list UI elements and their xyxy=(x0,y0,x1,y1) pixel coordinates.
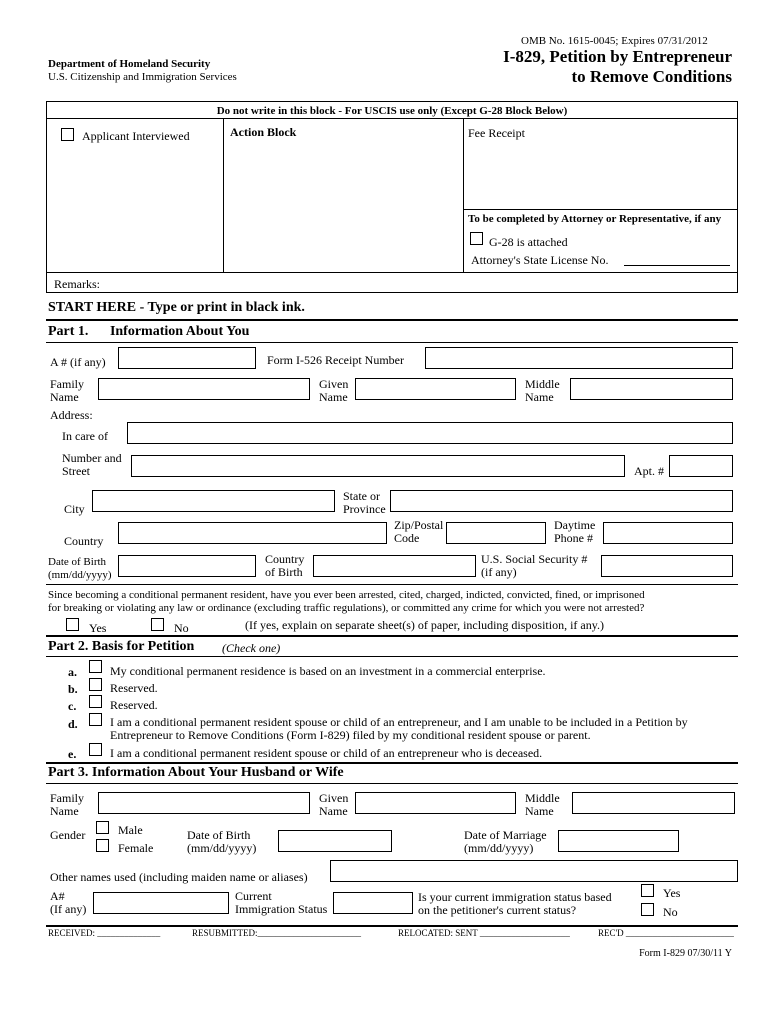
part1-title xyxy=(48,324,249,340)
spouse-given-name-label: Given xyxy=(319,791,349,805)
in-care-of-label: In care of xyxy=(62,429,108,443)
crime-yes-checkbox[interactable] xyxy=(66,618,79,631)
spouse-dob-label-2: (mm/dd/yyyy) xyxy=(187,841,257,855)
cob-label-2: of Birth xyxy=(265,565,303,579)
g28-checkbox[interactable] xyxy=(470,232,483,245)
cob-field[interactable] xyxy=(313,555,476,577)
ssn-field[interactable] xyxy=(601,555,733,577)
status-based-no-checkbox[interactable] xyxy=(641,903,654,916)
middle-name-field[interactable] xyxy=(570,378,733,400)
option-a-checkbox[interactable] xyxy=(89,660,102,673)
phone-field[interactable] xyxy=(603,522,733,544)
option-d-text-2: Entrepreneur to Remove Conditions (Form I-829) filed by my conditional resident spouse or parent. xyxy=(110,728,591,742)
omb-number: OMB No. 1615-0045; Expires 07/31/2012 xyxy=(521,35,708,47)
female-checkbox[interactable] xyxy=(96,839,109,852)
status-based-yes-checkbox[interactable] xyxy=(641,884,654,897)
option-a-text: My conditional permanent residence is based on an investment in a commercial enterprise. xyxy=(110,664,546,678)
crime-explain-note: (If yes, explain on separate sheet(s) of paper, including disposition, if any.) xyxy=(245,618,604,632)
given-name-field[interactable] xyxy=(355,378,516,400)
action-block-label: Action Block xyxy=(230,125,297,139)
ssn-label: U.S. Social Security # xyxy=(481,552,588,566)
male-label: Male xyxy=(118,823,143,837)
cob-label: Country xyxy=(265,552,305,566)
number-street-label: Number and xyxy=(62,451,122,465)
resubmitted-line: RESUBMITTED:_______________________ xyxy=(192,928,362,938)
spouse-a-number-label: A# xyxy=(50,889,65,903)
option-d-text: I am a conditional permanent resident spouse or child of an entrepreneur, and I am unable to be included in a Petition by xyxy=(110,715,688,729)
department-name: Department of Homeland Security xyxy=(48,58,211,70)
option-a-letter: a. xyxy=(68,665,77,679)
status-based-question: Is your current immigration status based xyxy=(418,890,612,904)
form-title-line1: I-829, Petition by Entrepreneur xyxy=(503,47,732,66)
dob-field[interactable] xyxy=(118,555,256,577)
zip-label: Zip/Postal xyxy=(394,518,444,532)
i526-receipt-label: Form I-526 Receipt Number xyxy=(267,353,404,367)
status-based-yes-label: Yes xyxy=(663,886,681,900)
spouse-a-number-field[interactable] xyxy=(93,892,229,914)
spouse-middle-name-field[interactable] xyxy=(572,792,735,814)
crime-question-line1: Since becoming a conditional permanent resident, have you ever been arrested, cited, charged, indicted, convicted, fined, or imprisoned xyxy=(48,589,645,601)
immigration-status-label-2: Immigration Status xyxy=(235,902,328,916)
part1-heading: Information About You xyxy=(109,324,250,339)
family-name-label-2: Name xyxy=(50,390,79,404)
spouse-family-name-field[interactable] xyxy=(98,792,310,814)
part1-number: Part 1. xyxy=(48,324,89,339)
state-label: State or xyxy=(343,489,380,503)
applicant-interviewed-label: Applicant Interviewed xyxy=(82,129,190,143)
remarks-label: Remarks: xyxy=(54,277,100,291)
status-based-question-2: on the petitioner's current status? xyxy=(418,903,577,917)
city-label: City xyxy=(64,502,85,516)
female-label: Female xyxy=(118,841,154,855)
applicant-interviewed-checkbox[interactable] xyxy=(61,128,74,141)
office-block-heading: Do not write in this block - For USCIS use only (Except G-28 Block Below) xyxy=(216,105,568,117)
crime-yes-label: Yes xyxy=(89,621,107,635)
immigration-status-label: Current xyxy=(235,889,272,903)
marriage-date-label: Date of Marriage xyxy=(464,828,547,842)
start-here-instruction: START HERE - Type or print in black ink. xyxy=(48,300,305,315)
option-d-letter: d. xyxy=(68,717,78,731)
in-care-of-field[interactable] xyxy=(127,422,733,444)
option-e-letter: e. xyxy=(68,747,77,761)
spouse-dob-label: Date of Birth xyxy=(187,828,251,842)
number-street-label-2: Street xyxy=(62,464,90,478)
spouse-given-name-label-2: Name xyxy=(319,804,348,818)
part3-title: Part 3. Information About Your Husband or Wife xyxy=(48,765,344,780)
part2-check-one: (Check one) xyxy=(222,641,281,655)
city-field[interactable] xyxy=(92,490,335,512)
male-checkbox[interactable] xyxy=(96,821,109,834)
status-based-no-label: No xyxy=(663,905,678,919)
relocated-sent-line: RELOCATED: SENT ____________________ xyxy=(398,928,570,938)
middle-name-label-2: Name xyxy=(525,390,554,404)
option-c-checkbox[interactable] xyxy=(89,695,102,708)
spouse-dob-field[interactable] xyxy=(278,830,392,852)
attorney-license-label: Attorney's State License No. xyxy=(471,253,609,267)
option-d-checkbox[interactable] xyxy=(89,713,102,726)
other-names-label: Other names used (including maiden name or aliases) xyxy=(50,870,308,884)
country-label: Country xyxy=(64,534,104,548)
recd-line: REC'D ________________________ xyxy=(598,928,734,938)
middle-name-label: Middle xyxy=(525,377,560,391)
attorney-heading: To be completed by Attorney or Representative, if any xyxy=(468,213,722,225)
crime-question-line2: for breaking or violating any law or ordinance (excluding traffic regulations), or committed any crime for which you were not arrested? xyxy=(48,602,645,614)
option-b-letter: b. xyxy=(68,682,78,696)
state-field[interactable] xyxy=(390,490,733,512)
apt-field[interactable] xyxy=(669,455,733,477)
family-name-label: Family xyxy=(50,377,85,391)
ssn-label-2: (if any) xyxy=(481,565,517,579)
phone-label-2: Phone # xyxy=(554,531,593,545)
option-c-text: Reserved. xyxy=(110,698,158,712)
option-e-text: I am a conditional permanent resident spouse or child of an entrepreneur who is deceased. xyxy=(110,746,543,760)
option-c-letter: c. xyxy=(68,699,77,713)
marriage-date-field[interactable] xyxy=(558,830,679,852)
spouse-a-number-label-2: (If any) xyxy=(50,902,87,916)
address-label: Address: xyxy=(50,408,93,422)
gender-label: Gender xyxy=(50,828,86,842)
fee-receipt-label: Fee Receipt xyxy=(468,126,525,140)
option-b-checkbox[interactable] xyxy=(89,678,102,691)
other-names-field[interactable] xyxy=(330,860,738,882)
dob-label: Date of Birth xyxy=(48,556,107,568)
marriage-date-label-2: (mm/dd/yyyy) xyxy=(464,841,534,855)
zip-field[interactable] xyxy=(446,522,546,544)
zip-label-2: Code xyxy=(394,531,420,545)
attorney-license-line[interactable] xyxy=(624,265,730,266)
received-line: RECEIVED: ______________ xyxy=(48,928,161,938)
g28-label: G-28 is attached xyxy=(489,235,568,249)
apt-label: Apt. # xyxy=(634,464,664,478)
part2-title: Part 2. Basis for Petition xyxy=(48,639,195,654)
immigration-status-field[interactable] xyxy=(333,892,413,914)
spouse-family-name-label: Family xyxy=(50,791,85,805)
a-number-label: A # (if any) xyxy=(50,355,106,369)
spouse-family-name-label-2: Name xyxy=(50,804,79,818)
form-identifier: Form I-829 07/30/11 Y xyxy=(639,948,732,959)
spouse-middle-name-label-2: Name xyxy=(525,804,554,818)
spouse-middle-name-label: Middle xyxy=(525,791,560,805)
i526-receipt-field[interactable] xyxy=(425,347,733,369)
crime-no-checkbox[interactable] xyxy=(151,618,164,631)
option-b-text: Reserved. xyxy=(110,681,158,695)
street-field[interactable] xyxy=(131,455,625,477)
spouse-given-name-field[interactable] xyxy=(355,792,516,814)
given-name-label: Given xyxy=(319,377,349,391)
crime-no-label: No xyxy=(174,621,189,635)
country-field[interactable] xyxy=(118,522,387,544)
state-label-2: Province xyxy=(343,502,386,516)
agency-name: U.S. Citizenship and Immigration Services xyxy=(48,71,237,83)
phone-label: Daytime xyxy=(554,518,596,532)
given-name-label-2: Name xyxy=(319,390,348,404)
family-name-field[interactable] xyxy=(98,378,310,400)
form-title-line2: to Remove Conditions xyxy=(571,67,732,86)
a-number-field[interactable] xyxy=(118,347,256,369)
dob-label-2: (mm/dd/yyyy) xyxy=(48,569,112,581)
option-e-checkbox[interactable] xyxy=(89,743,102,756)
